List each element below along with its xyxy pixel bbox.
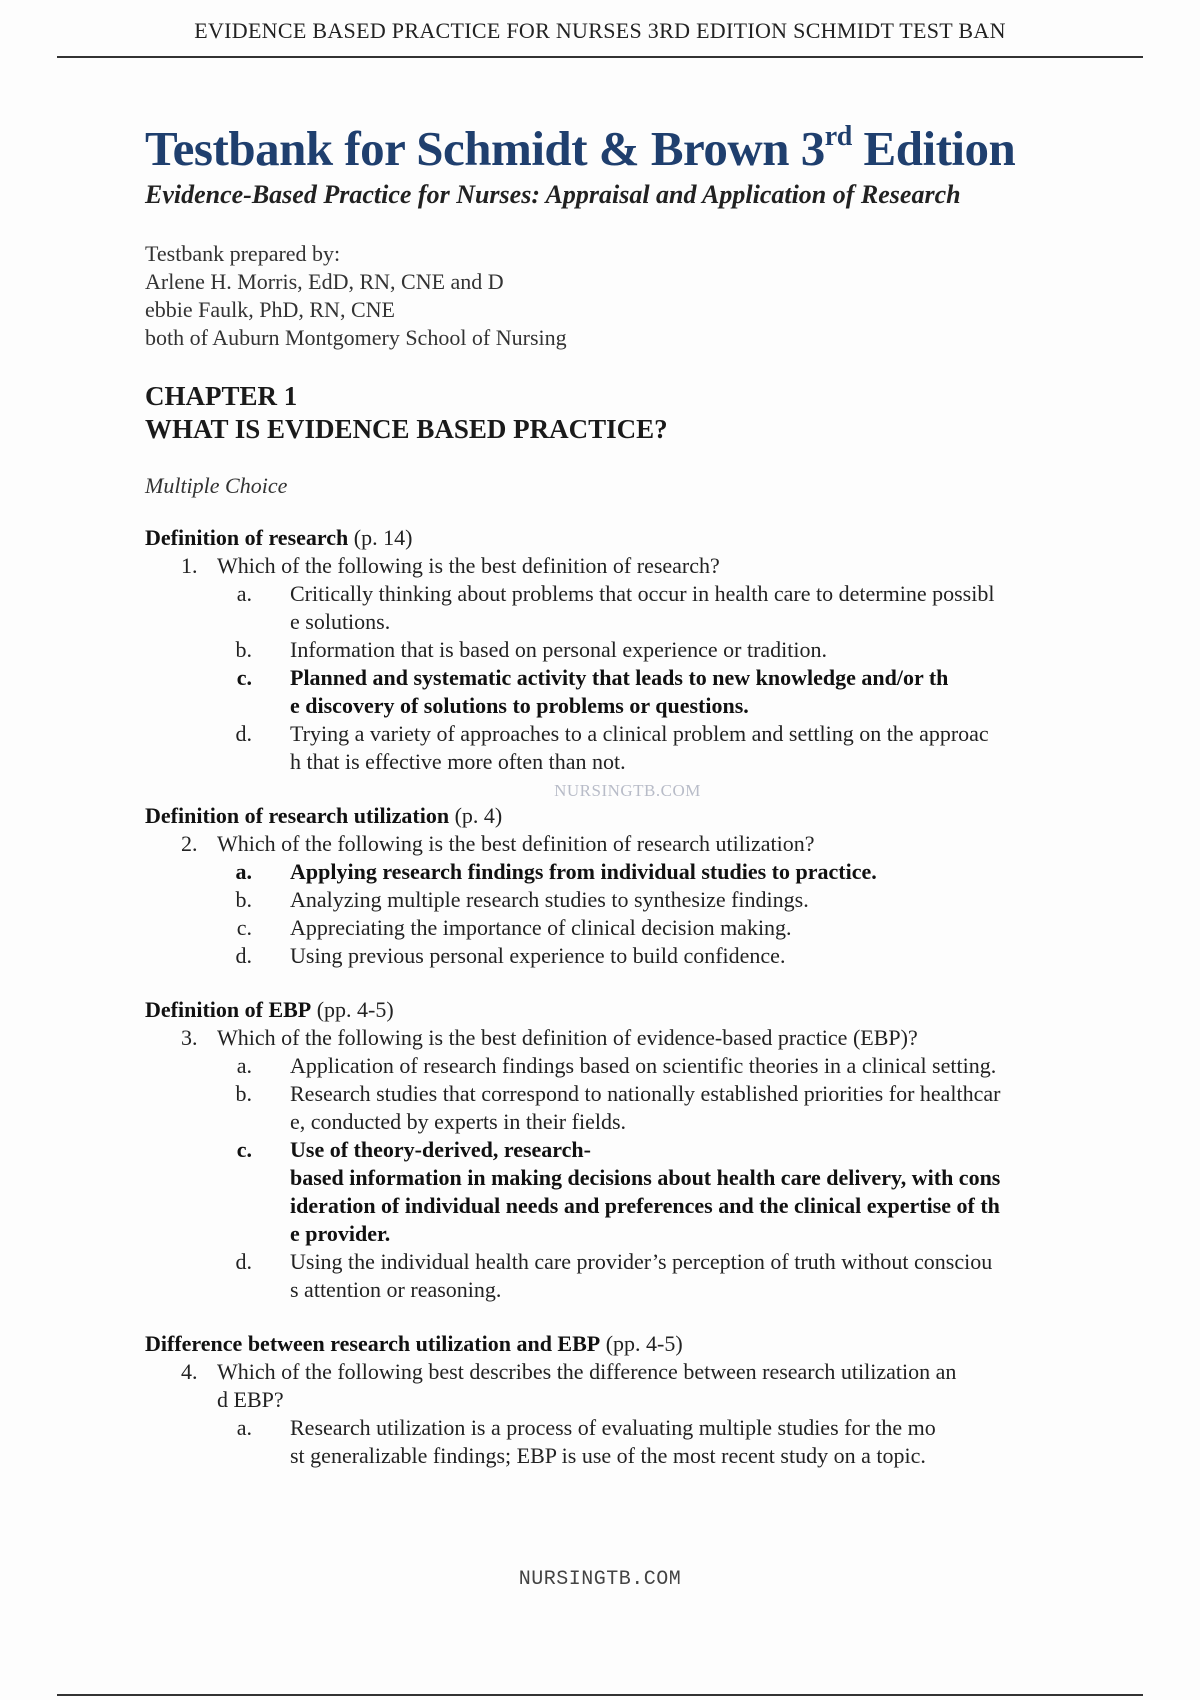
title-superscript: rd	[824, 121, 852, 152]
option-a	[217, 1414, 1110, 1470]
option-line: e discovery of solutions to problems or questions.	[290, 693, 749, 718]
topic-label: Definition of research	[145, 525, 349, 550]
question-stem	[145, 1024, 1110, 1052]
option-letter: b.	[235, 1081, 252, 1106]
option-c-correct-answer	[217, 664, 1110, 720]
topic-pages: (pp. 4-5)	[600, 1331, 683, 1356]
prepared-by-block	[145, 240, 1110, 352]
option-d	[217, 942, 1110, 970]
option-line: ideration of individual needs and preferences and the clinical expertise of th	[290, 1193, 1000, 1218]
option-b	[217, 886, 1110, 914]
footer-site-name: NURSINGTB.COM	[518, 1568, 682, 1591]
option-line: h that is effective more often than not.	[290, 749, 626, 774]
option-letter: a.	[235, 859, 252, 884]
option-line: st generalizable findings; EBP is use of the most recent study on a topic.	[290, 1443, 926, 1468]
option-letter: a.	[236, 1053, 252, 1078]
question-number: 4.	[181, 1359, 198, 1384]
question-stem	[145, 552, 1110, 580]
topic-label: Definition of research utilization	[145, 803, 450, 828]
option-c	[217, 914, 1110, 942]
footer-divider	[57, 1694, 1143, 1696]
option-letter: b.	[235, 637, 252, 662]
question-stem	[145, 1358, 1110, 1414]
option-a	[217, 580, 1110, 636]
question-topic	[145, 802, 1110, 830]
topic-pages: (p. 4)	[449, 803, 503, 828]
chapter-number: CHAPTER 1	[145, 381, 298, 411]
question-block	[145, 996, 1110, 1304]
option-line: s attention or reasoning.	[290, 1277, 502, 1302]
option-line: Research studies that correspond to nationally established priorities for healthcar	[290, 1081, 1001, 1106]
stem-line: Which of the following best describes the difference between research utilization an	[217, 1359, 957, 1384]
section-type: Multiple Choice	[145, 473, 288, 498]
chapter-heading	[145, 380, 1110, 446]
option-d	[217, 720, 1110, 776]
document-title	[145, 120, 1110, 178]
stem-line: Which of the following is the best definition of research utilization?	[217, 831, 815, 856]
option-letter: a.	[236, 1415, 252, 1440]
topic-label: Difference between research utilization and EBP	[145, 1331, 601, 1356]
question-topic	[145, 1330, 1110, 1358]
option-line: Applying research findings from individual studies to practice.	[290, 859, 877, 884]
option-line: Critically thinking about problems that occur in health care to determine possibl	[290, 581, 995, 606]
option-letter: d.	[235, 1249, 252, 1274]
option-letter: d.	[235, 721, 252, 746]
options-list	[145, 580, 1110, 776]
option-letter: b.	[235, 887, 252, 912]
option-line: Using previous personal experience to build confidence.	[290, 943, 786, 968]
stem-line: Which of the following is the best definition of research?	[217, 553, 720, 578]
document-subtitle: Evidence-Based Practice for Nurses: Appraisal and Application of Research	[145, 180, 961, 209]
option-line: Appreciating the importance of clinical decision making.	[290, 915, 792, 940]
prepared-by-line: Testbank prepared by:	[145, 241, 341, 266]
option-line: based information in making decisions about health care delivery, with cons	[290, 1165, 1001, 1190]
option-line: Planned and systematic activity that leads to new knowledge and/or th	[290, 665, 949, 690]
question-number: 1.	[181, 553, 198, 578]
option-line: e solutions.	[290, 609, 391, 634]
question-topic	[145, 524, 1110, 552]
title-main: Testbank for Schmidt & Brown 3	[145, 121, 825, 176]
option-line: Information that is based on personal experience or tradition.	[290, 637, 827, 662]
stem-line: Which of the following is the best definition of evidence-based practice (EBP)?	[217, 1025, 918, 1050]
question-stem	[145, 830, 1110, 858]
question-topic	[145, 996, 1110, 1024]
prepared-by-line: ebbie Faulk, PhD, RN, CNE	[145, 297, 395, 322]
question-block	[145, 524, 1110, 776]
running-header: EVIDENCE BASED PRACTICE FOR NURSES 3RD EDITION SCHMIDT TEST BAN	[194, 18, 1006, 43]
option-letter: c.	[236, 665, 252, 690]
option-a	[217, 1052, 1110, 1080]
option-line: Research utilization is a process of evaluating multiple studies for the mo	[290, 1415, 936, 1440]
prepared-by-line: both of Auburn Montgomery School of Nursing	[145, 325, 567, 350]
header-divider	[57, 56, 1143, 58]
option-line: e, conducted by experts in their fields.	[290, 1109, 627, 1134]
option-letter: a.	[236, 581, 252, 606]
topic-pages: (pp. 4-5)	[311, 997, 394, 1022]
option-b	[217, 1080, 1110, 1136]
topic-label: Definition of EBP	[145, 997, 312, 1022]
question-block	[145, 1330, 1110, 1470]
prepared-by-line: Arlene H. Morris, EdD, RN, CNE and D	[145, 269, 504, 294]
option-line: Using the individual health care provider’s perception of truth without consciou	[290, 1249, 993, 1274]
options-list	[145, 1414, 1110, 1470]
chapter-title: WHAT IS EVIDENCE BASED PRACTICE?	[145, 414, 668, 444]
question-number: 3.	[181, 1025, 198, 1050]
option-line: e provider.	[290, 1221, 391, 1246]
document-body	[145, 120, 1110, 1470]
option-line: Use of theory-derived, research-	[290, 1137, 591, 1162]
options-list	[145, 858, 1110, 970]
question-block	[145, 802, 1110, 970]
option-line: Trying a variety of approaches to a clinical problem and settling on the approac	[290, 721, 989, 746]
topic-pages: (p. 14)	[348, 525, 413, 550]
option-line: Analyzing multiple research studies to synthesize findings.	[290, 887, 809, 912]
question-number: 2.	[181, 831, 198, 856]
stem-line: d EBP?	[217, 1387, 284, 1412]
option-letter: c.	[236, 915, 252, 940]
option-a-correct-answer	[217, 858, 1110, 886]
option-d	[217, 1248, 1110, 1304]
title-edition: Edition	[851, 121, 1016, 176]
option-letter: c.	[236, 1137, 252, 1162]
option-c-correct-answer	[217, 1136, 1110, 1248]
option-b	[217, 636, 1110, 664]
watermark-text: NURSINGTB.COM	[554, 781, 701, 800]
option-letter: d.	[235, 943, 252, 968]
options-list	[145, 1052, 1110, 1304]
option-line: Application of research findings based on scientific theories in a clinical setting.	[290, 1053, 997, 1078]
